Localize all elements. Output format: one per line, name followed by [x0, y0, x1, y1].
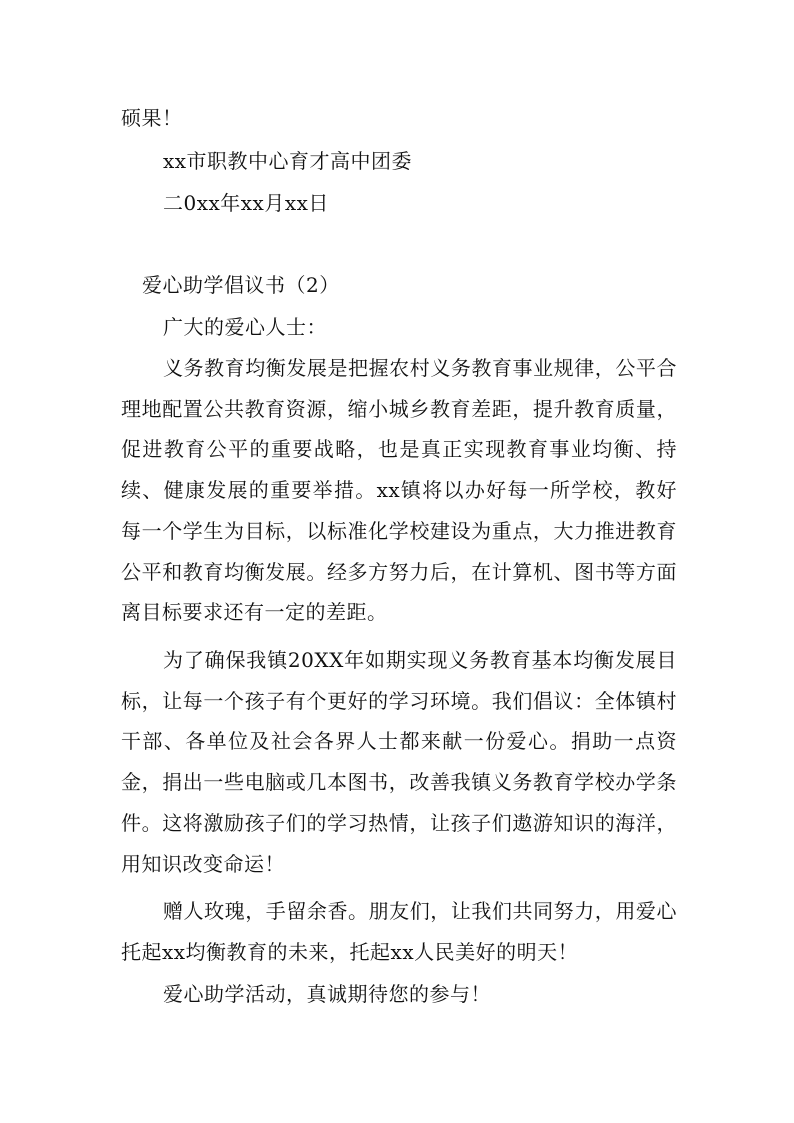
signature-date: 二0xx年xx月xx日	[163, 191, 329, 215]
signature-organization: xx市职教中心育才高中团委	[163, 149, 413, 173]
section-title: 爱心助学倡议书（2）	[142, 273, 340, 297]
salutation: 广大的爱心人士：	[163, 315, 327, 339]
paragraph-1: 义务教育均衡发展是把握农村义务教育事业规律，公平合理地配置公共教育资源，缩小城乡教育差距，提升教育质量，促进教育公平的重要战略，也是真正实现教育事业均衡、持续、健康发展的重要举措。xx镇将以办好每一所学校，教好每一个学生为目标，以标准化学校建设为重点，大力推进教育公平和教育均衡发展。经多方努力后，在计算机、图书等方面离目标要求还有一定的差距。	[121, 356, 677, 625]
paragraph-4: 爱心助学活动，真诚期待您的参与！	[163, 982, 491, 1006]
paragraph-2: 为了确保我镇20XX年如期实现义务教育基本均衡发展目标，让每一个孩子有个更好的学习环境。我们倡议：全体镇村干部、各单位及社会各界人士都来献一份爱心。捐助一点资金，捐出一些电脑或几本图书，改善我镇义务教育学校办学条件。这将激励孩子们的学习热情，让孩子们遨游知识的海洋，用知识改变命运！	[121, 648, 677, 876]
previous-section-tail: 硕果！	[121, 106, 183, 130]
paragraph-3: 赠人玫瑰，手留余香。朋友们，让我们共同努力，用爱心托起xx均衡教育的未来，托起xx人民美好的明天！	[121, 899, 677, 964]
